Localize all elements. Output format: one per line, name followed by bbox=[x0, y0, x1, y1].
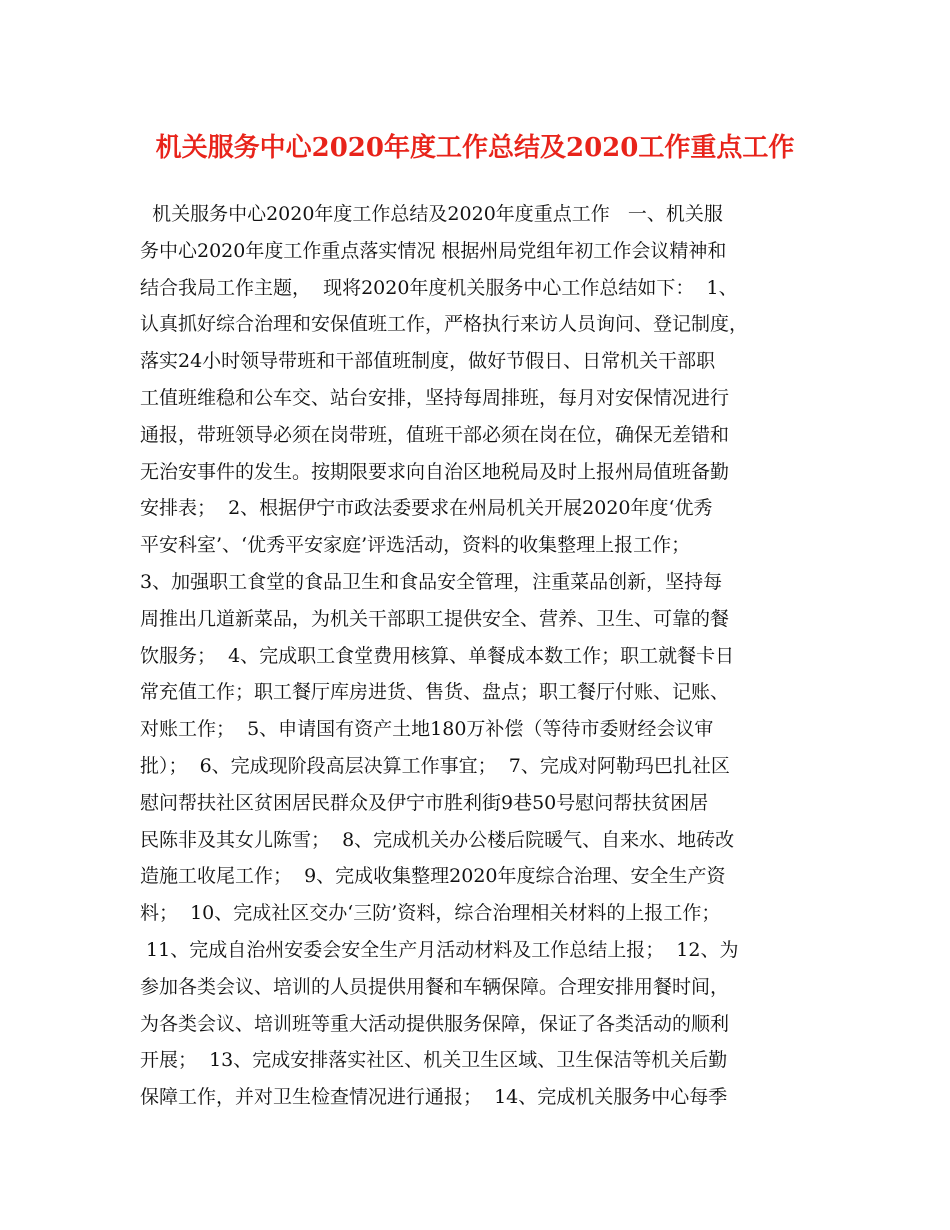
body-line: 民陈非及其女儿陈雪； 8、完成机关办公楼后院暖气、自来水、地砖改 bbox=[140, 828, 735, 851]
body-line: 认真抓好综合治理和安保值班工作，严格执行来访人员询问、登记制度， bbox=[140, 313, 749, 336]
body-line: 常充值工作；职工餐厅库房进货、售货、盘点；职工餐厅付账、记账、 bbox=[140, 681, 730, 704]
body-line: 造施工收尾工作； 9、完成收集整理2020年度综合治理、安全生产资 bbox=[140, 865, 726, 888]
body-line: 平安科室’、‘优秀平安家庭’评选活动，资料的收集整理上报工作； bbox=[140, 534, 691, 557]
body-line: 机关服务中心2020年度工作总结及2020年度重点工作 一、机关服 bbox=[140, 203, 723, 225]
body-line: 保障工作，并对卫生检查情况进行通报； 14、完成机关服务中心每季 bbox=[140, 1086, 728, 1109]
body-line: 务中心2020年度工作重点落实情况 根据州局党组年初工作会议精神和 bbox=[140, 239, 727, 262]
body-line: 批）； 6、完成现阶段高层决算工作事宜； 7、完成对阿勒玛巴扎社区 bbox=[140, 754, 730, 777]
body-line: 参加各类会议、培训的人员提供用餐和车辆保障。合理安排用餐时间， bbox=[140, 975, 730, 998]
body-line: 无治安事件的发生。按期限要求向自治区地税局及时上报州局值班备勤 bbox=[140, 460, 730, 483]
body-line: 结合我局工作主题， 现将2020年度机关服务中心工作总结如下： 1、 bbox=[140, 276, 738, 299]
body-line: 开展； 13、完成安排落实社区、机关卫生区域、卫生保洁等机关后勤 bbox=[140, 1049, 728, 1072]
body-line: 落实24小时领导带班和干部值班制度，做好节假日、日常机关干部职 bbox=[140, 350, 716, 373]
body-line: 为各类会议、培训班等重大活动提供服务保障，保证了各类活动的顺利 bbox=[140, 1012, 730, 1035]
body-line: 通报，带班领导必须在岗带班，值班干部必须在岗在位，确保无差错和 bbox=[140, 423, 730, 446]
body-line: 安排表； 2、根据伊宁市政法委要求在州局机关开展2020年度‘优秀 bbox=[140, 497, 713, 520]
body-line: 慰问帮扶社区贫困居民群众及伊宁市胜利街9巷50号慰问帮扶贫困居 bbox=[140, 791, 709, 814]
document-title: 机关服务中心2020年度工作总结及2020工作重点工作 bbox=[155, 133, 795, 163]
body-line: 对账工作； 5、申请国有资产土地180万补偿（等待市委财经会议审 bbox=[140, 718, 714, 741]
body-line: 料； 10、完成社区交办‘三防’资料，综合治理相关材料的上报工作； bbox=[140, 902, 721, 925]
body-line: 3、加强职工食堂的食品卫生和食品安全管理，注重菜品创新，坚持每 bbox=[140, 570, 723, 593]
body-line: 工值班维稳和公车交、站台安排，坚持每周排班，每月对安保情况进行 bbox=[140, 386, 730, 409]
body-line: 11、完成自治州安委会安全生产月活动材料及工作总结上报； 12、为 bbox=[140, 938, 739, 961]
body-line: 饮服务； 4、完成职工食堂费用核算、单餐成本数工作；职工就餐卡日 bbox=[140, 644, 735, 667]
body-line: 周推出几道新菜品，为机关干部职工提供安全、营养、卫生、可靠的餐 bbox=[140, 607, 730, 630]
document-body bbox=[140, 196, 830, 1116]
